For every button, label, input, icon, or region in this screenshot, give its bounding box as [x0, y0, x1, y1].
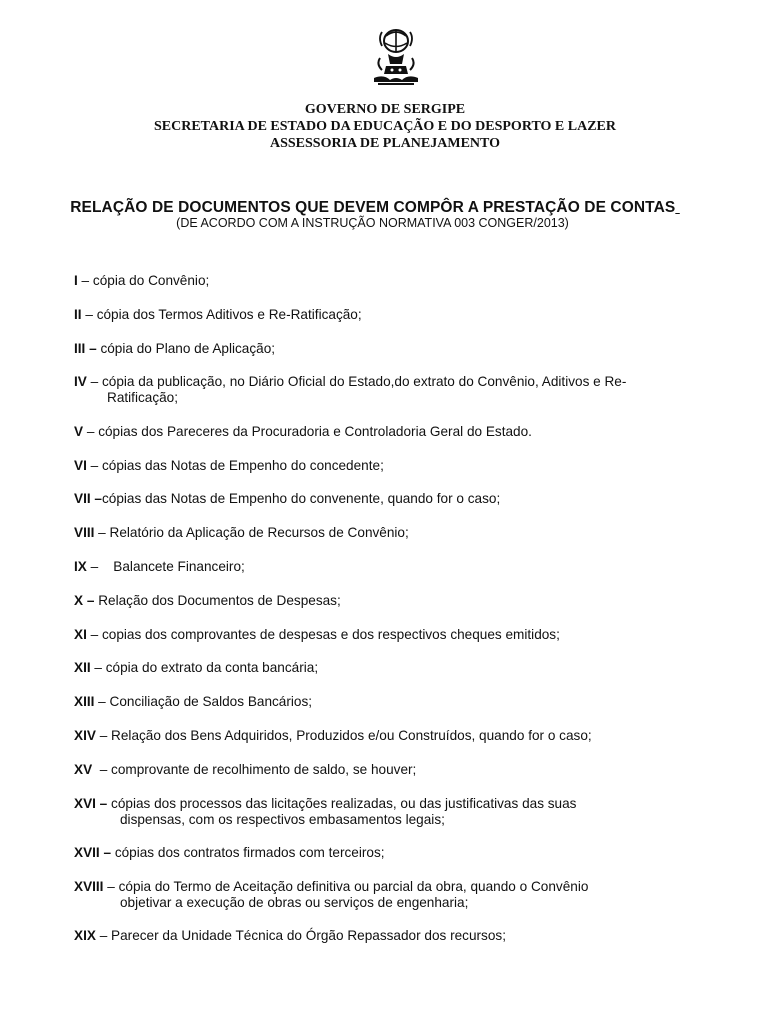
item-number: XI	[74, 626, 87, 642]
item-text: Conciliação de Saldos Bancários;	[109, 694, 313, 710]
item-number: III –	[74, 340, 97, 356]
list-item: XIII – Conciliação de Saldos Bancários;	[74, 694, 313, 710]
list-item	[74, 491, 724, 507]
item-text: Relação dos Documentos de Despesas;	[98, 592, 341, 608]
item-text: cópias dos contratos firmados com terceiros;	[114, 845, 385, 861]
item-text: cópia do Termo de Aceitação definitiva ou parcial da obra, quando o Convênio	[118, 878, 589, 894]
item-number: XIX	[74, 928, 96, 944]
item-text: cópia do extrato da conta bancária;	[105, 660, 319, 676]
list-item: I – cópia do Convênio;	[74, 273, 210, 288]
header-secretariat: SECRETARIA DE ESTADO DA EDUCAÇÃO E DO DESPORTO E LAZER	[154, 119, 616, 134]
list-item: XII – cópia do extrato da conta bancária;	[74, 660, 319, 676]
item-text: comprovante de recolhimento de saldo, se houver;	[111, 761, 417, 777]
item-continuation: dispensas, com os respectivos embasamentos legais;	[120, 811, 445, 827]
list-item	[74, 593, 724, 609]
item-number: XV	[74, 761, 93, 777]
title-underline-mark	[675, 199, 679, 216]
state-coat-of-arms-icon	[368, 24, 424, 88]
list-item: XI – copias dos comprovantes de despesas e dos respectivos cheques emitidos;	[74, 626, 560, 642]
item-text: cópia do Plano de Aplicação;	[100, 340, 276, 356]
document-subtitle: (DE ACORDO COM A INSTRUÇÃO NORMATIVA 003 CONGER/2013)	[176, 216, 569, 230]
header-department: ASSESSORIA DE PLANEJAMENTO	[269, 136, 501, 151]
document-title	[0, 198, 750, 217]
item-text: cópias dos processos das licitações realizadas, ou das justificativas das suas	[111, 795, 577, 811]
item-continuation: Ratificação;	[107, 390, 179, 406]
list-item: VIII – Relatório da Aplicação de Recursos de Convênio;	[74, 525, 409, 541]
item-number: VII –	[74, 491, 102, 507]
list-item	[74, 341, 724, 357]
document-list	[74, 273, 724, 962]
item-number: V	[74, 423, 84, 439]
item-text: Balancete Financeiro;	[113, 559, 245, 575]
item-number: IX	[74, 559, 87, 575]
list-item: XIV – Relação dos Bens Adquiridos, Produzidos e/ou Construídos, quando for o caso;	[74, 728, 592, 744]
item-number: XIII	[74, 694, 95, 710]
list-item: VI – cópias das Notas de Empenho do concedente;	[74, 457, 384, 473]
item-number: XVII –	[74, 845, 112, 861]
list-item	[74, 796, 724, 828]
item-text: cópia dos Termos Aditivos e Re-Ratificação;	[96, 306, 362, 322]
list-item: XV – comprovante de recolhimento de saldo, se houver;	[74, 761, 417, 777]
list-item: V – cópias dos Pareceres da Procuradoria e Controladoria Geral do Estado.	[74, 423, 532, 439]
list-item: XVIII – cópia do Termo de Aceitação definitiva ou parcial da obra, quando o Convênio objetivar a execução de obras ou serviços de engenharia;	[74, 879, 724, 911]
header-government: GOVERNO DE SERGIPE	[304, 102, 466, 117]
list-item: IV – cópia da publicação, no Diário Oficial do Estado,do extrato do Convênio, Aditivos e Re- Ratificação;	[74, 374, 724, 406]
item-text: Relatório da Aplicação de Recursos de Convênio;	[109, 525, 409, 541]
item-text: cópia da publicação, no Diário Oficial do Estado,do extrato do Convênio, Aditivos e Re-	[101, 374, 627, 390]
item-number: XVIII	[74, 878, 104, 894]
item-text: Relação dos Bens Adquiridos, Produzidos e/ou Construídos, quando for o caso;	[111, 728, 592, 744]
item-text: cópias das Notas de Empenho do concedente;	[101, 457, 384, 473]
list-item: IX – Balancete Financeiro;	[74, 559, 245, 575]
item-number: II	[74, 306, 82, 322]
item-text: Parecer da Unidade Técnica do Órgão Repassador dos recursos;	[111, 928, 506, 944]
item-number: XII	[74, 660, 91, 676]
item-text: cópias das Notas de Empenho do convenente, quando for o caso;	[101, 491, 501, 507]
list-item	[74, 845, 724, 861]
item-continuation: objetivar a execução de obras ou serviços de engenharia;	[120, 894, 469, 910]
list-item: XIX – Parecer da Unidade Técnica do Órgão Repassador dos recursos;	[74, 928, 506, 944]
list-item: II – cópia dos Termos Aditivos e Re-Ratificação;	[74, 306, 362, 322]
item-number: VI	[74, 457, 87, 473]
item-number: X –	[74, 592, 95, 608]
item-number: IV	[74, 374, 87, 390]
item-number: I	[74, 273, 78, 288]
item-text: copias dos comprovantes de despesas e dos respectivos cheques emitidos;	[101, 626, 560, 642]
document-title-text: RELAÇÃO DE DOCUMENTOS QUE DEVEM COMPÔR A PRESTAÇÃO DE CONTAS	[70, 199, 676, 216]
item-number: XVI –	[74, 795, 108, 811]
item-number: VIII	[74, 525, 95, 541]
item-number: XIV	[74, 728, 96, 744]
item-text: cópia do Convênio;	[92, 273, 210, 288]
item-text: cópias dos Pareceres da Procuradoria e Controladoria Geral do Estado.	[98, 423, 532, 439]
